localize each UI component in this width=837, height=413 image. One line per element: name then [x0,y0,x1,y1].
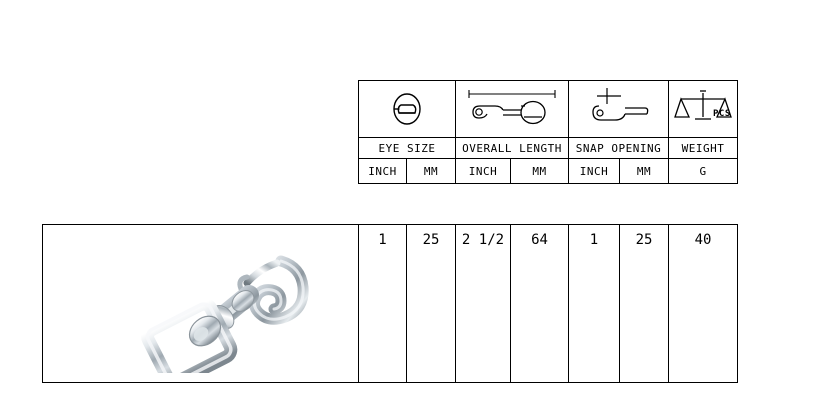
value-overall-length-inch-text: 2 1/2 [461,231,505,248]
weight-scale-icon-cell [669,81,738,138]
weight-label: WEIGHT [669,138,738,159]
spec-header-table [358,80,738,184]
value-eye-size-inch-text: 1 [378,231,387,248]
swivel-snap-hook-photo [131,243,331,373]
spec-label-row [359,138,738,159]
value-overall-length-inch [456,225,511,383]
weight-unit-g: G [669,159,738,184]
weight-icon-sublabel: PCS [713,109,731,119]
weight-scale-icon [669,81,737,137]
value-snap-opening-mm [620,225,669,383]
eye-size-icon-cell [359,81,456,138]
snap-opening-icon-cell [569,81,669,138]
value-snap-opening-inch-text: 1 [589,231,599,248]
value-weight-g [669,225,738,383]
snap-opening-label: SNAP OPENING [569,138,669,159]
value-snap-opening-inch [569,225,620,383]
snap-opening-unit-inch: INCH [569,159,620,184]
value-overall-length-mm [511,225,569,383]
overall-length-icon-cell [456,81,569,138]
value-eye-size-mm [407,225,456,383]
value-overall-length-mm-text: 64 [531,231,548,248]
overall-length-unit-mm: MM [511,159,569,184]
eye-size-icon [359,81,455,137]
value-eye-size-mm-text: 25 [422,231,440,248]
eye-size-label: EYE SIZE [359,138,456,159]
product-spec-table [42,224,738,383]
value-eye-size-inch [359,225,407,383]
overall-length-unit-inch: INCH [456,159,511,184]
snap-opening-unit-mm: MM [620,159,669,184]
spec-unit-row [359,159,738,184]
overall-length-label: OVERALL LENGTH [456,138,569,159]
table-row [43,225,738,383]
eye-size-unit-inch: INCH [359,159,407,184]
spec-icon-row [359,81,738,138]
eye-size-unit-mm: MM [407,159,456,184]
snap-opening-icon [569,81,668,137]
value-snap-opening-mm-text: 25 [635,231,653,248]
overall-length-icon [456,81,568,137]
value-weight-g-text: 40 [694,231,712,248]
product-photo-cell [43,225,359,383]
